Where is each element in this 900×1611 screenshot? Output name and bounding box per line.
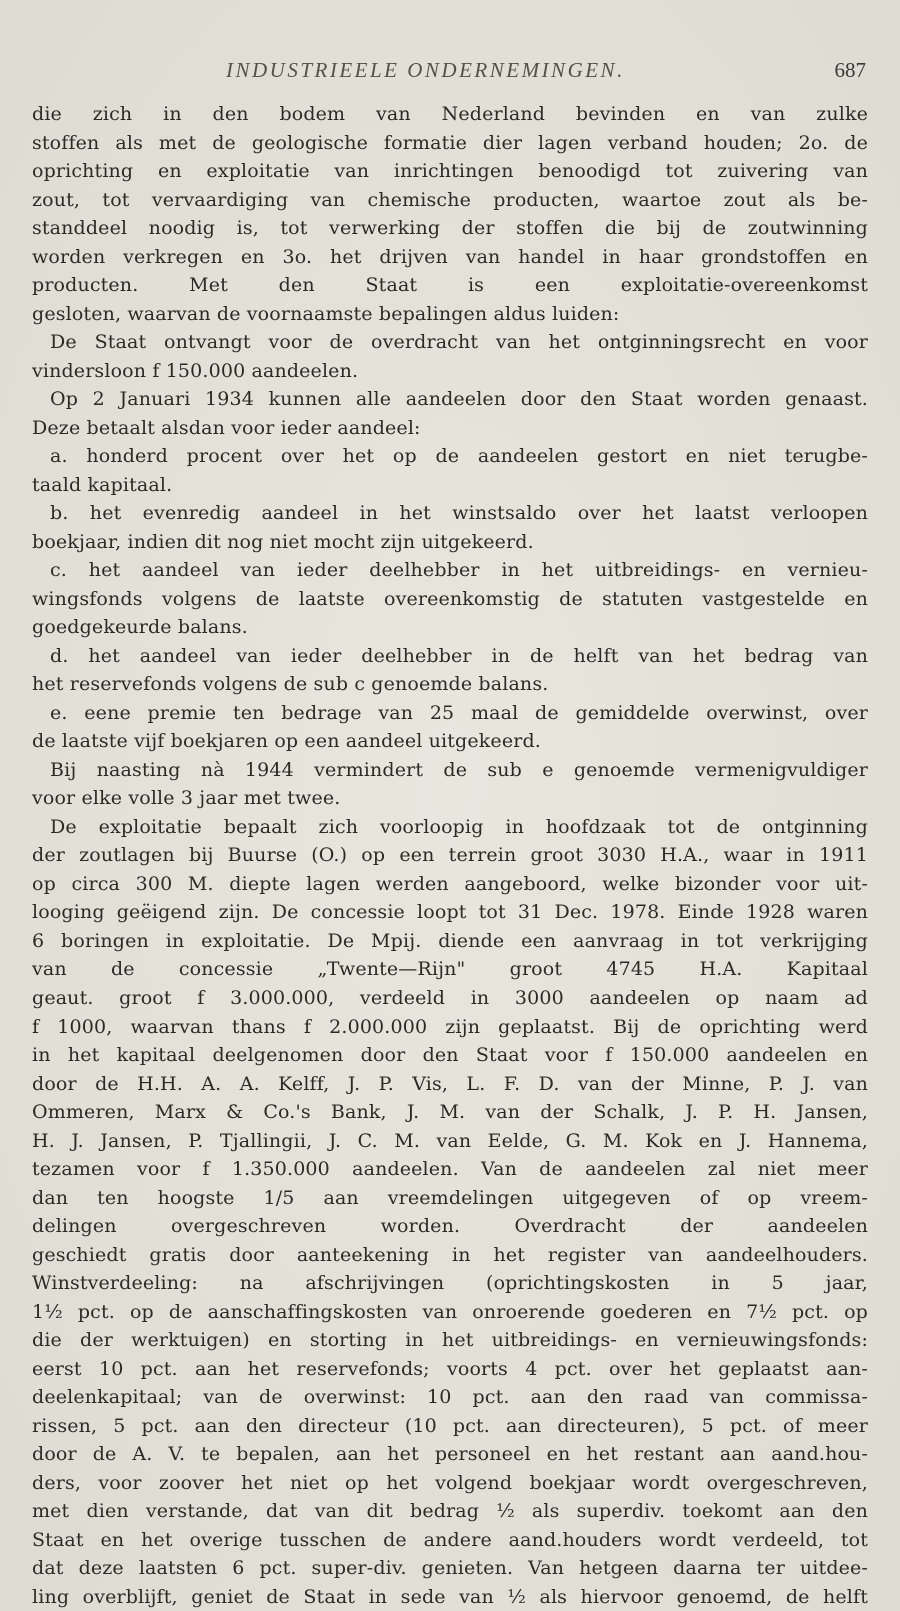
text-line: geaut. groot f 3.000.000, verdeeld in 3000 aandeelen op naam ad: [32, 986, 868, 1009]
text-line: van de concessie „Twente—Rijn" groot 4745 H.A. Kapitaal: [32, 958, 868, 981]
body-text: [32, 100, 868, 1611]
text-line: H. J. Jansen, P. Tjallingii, J. C. M. van Eelde, G. M. Kok en J. Hannema,: [32, 1129, 868, 1152]
text-line: rissen, 5 pct. aan den directeur (10 pct. aan directeuren), 5 pct. of meer: [32, 1414, 868, 1437]
list-item-a: a. honderd procent over het op de aandeelen gestort en niet terugbe-: [50, 445, 868, 468]
text-line: producten. Met den Staat is een exploitatie-overeenkomst: [32, 274, 868, 297]
text-line: De Staat ontvangt voor de overdracht van het ontginningsrecht en voor: [50, 331, 868, 354]
text-line: op circa 300 M. diepte lagen werden aangeboord, welke bizonder voor uit-: [32, 872, 868, 895]
text-line: boekjaar, indien dit nog niet mocht zijn uitgekeerd.: [32, 530, 534, 553]
list-item-b: b. het evenredig aandeel in het winstsaldo over het laatst verloopen: [50, 502, 868, 525]
text-line: Staat en het overige tusschen de andere aand.houders wordt verdeeld, tot: [32, 1528, 868, 1551]
text-line: dan ten hoogste 1/5 aan vreemdelingen uitgegeven of op vreem-: [32, 1186, 868, 1209]
text-line: dat deze laatsten 6 pct. super-div. genieten. Van hetgeen daarna ter uitdee-: [32, 1557, 868, 1580]
text-line: de laatste vijf boekjaren op een aandeel uitgekeerd.: [32, 730, 541, 753]
text-line: met dien verstande, dat van dit bedrag ½ als superdiv. toekomt aan den: [32, 1500, 868, 1523]
text-line: der zoutlagen bij Buurse (O.) op een terrein groot 3030 H.A., waar in 1911: [32, 844, 868, 867]
text-line: Ommeren, Marx & Co.'s Bank, J. M. van der Schalk, J. P. H. Jansen,: [32, 1101, 868, 1124]
text-line: deelenkapitaal; van de overwinst: 10 pct. aan den raad van commissa-: [32, 1386, 868, 1409]
text-line: Deze betaalt alsdan voor ieder aandeel:: [32, 416, 421, 439]
text-line: f 1000, waarvan thans f 2.000.000 zijn geplaatst. Bij de oprichting werd: [32, 1015, 868, 1038]
text-line: ling overblijft, geniet de Staat in sede van ½ als hiervoor genoemd, de helft: [32, 1585, 868, 1608]
text-line: door de H.H. A. A. Kelff, J. P. Vis, L. F. D. van der Minne, P. J. van: [32, 1072, 868, 1095]
text-line: in het kapitaal deelgenomen door den Staat voor f 150.000 aandeelen en: [32, 1044, 868, 1067]
list-item-d: d. het aandeel van ieder deelhebber in de helft van het bedrag van: [50, 644, 868, 667]
text-line: goedgekeurde balans.: [32, 616, 248, 639]
text-line: gesloten, waarvan de voornaamste bepalingen aldus luiden:: [32, 302, 620, 325]
text-line: Bij naasting nà 1944 vermindert de sub e genoemde vermenigvuldiger: [50, 758, 868, 781]
text-line: vindersloon f 150.000 aandeelen.: [32, 359, 359, 382]
text-line: wingsfonds volgens de laatste overeenkomstig de statuten vastgestelde en: [32, 587, 868, 610]
text-line: De exploitatie bepaalt zich voorloopig in hoofdzaak tot de ontginning: [50, 815, 868, 838]
list-item-e: e. eene premie ten bedrage van 25 maal de gemiddelde overwinst, over: [50, 701, 868, 724]
text-line: ders, voor zoover het niet op het volgend boekjaar wordt overgeschreven,: [32, 1471, 868, 1494]
page-header: [0, 58, 900, 88]
text-line: geschiedt gratis door aanteekening in het register van aandeelhouders.: [32, 1243, 868, 1266]
text-line: die zich in den bodem van Nederland bevinden en van zulke: [32, 103, 868, 125]
text-line: 1½ pct. op de aanschaffingskosten van onroerende goederen en 7½ pct. op: [32, 1300, 868, 1323]
text-line: door de A. V. te bepalen, aan het personeel en het restant aan aand.hou-: [32, 1443, 868, 1466]
text-line: taald kapitaal.: [32, 473, 173, 496]
text-line: tezamen voor f 1.350.000 aandeelen. Van de aandeelen zal niet meer: [32, 1158, 868, 1181]
text-line: het reservefonds volgens de sub c genoemde balans.: [32, 673, 549, 696]
text-line: Winstverdeeling: na afschrijvingen (oprichtingskosten in 5 jaar,: [32, 1272, 868, 1295]
text-line: die der werktuigen) en storting in het uitbreidings- en vernieuwingsfonds:: [32, 1329, 868, 1352]
text-line: oprichting en exploitatie van inrichtingen benoodigd tot zuivering van: [32, 160, 868, 183]
text-line: eerst 10 pct. aan het reservefonds; voorts 4 pct. over het geplaatst aan-: [32, 1357, 868, 1380]
text-line: zout, tot vervaardiging van chemische producten, waartoe zout als be-: [32, 188, 868, 211]
text-line: worden verkregen en 3o. het drijven van handel in haar grondstoffen en: [32, 245, 868, 268]
text-line: looging geëigend zijn. De concessie loopt tot 31 Dec. 1978. Einde 1928 waren: [32, 901, 868, 924]
running-head: INDUSTRIEELE ONDERNEMINGEN.: [226, 58, 625, 82]
list-item-c: c. het aandeel van ieder deelhebber in het uitbreidings- en vernieu-: [50, 559, 868, 582]
page-number: 687: [834, 58, 866, 82]
text-line: voor elke volle 3 jaar met twee.: [32, 787, 341, 810]
text-line: 6 boringen in exploitatie. De Mpij. diende een aanvraag in tot verkrijging: [32, 929, 868, 952]
text-line: Op 2 Januari 1934 kunnen alle aandeelen door den Staat worden genaast.: [50, 388, 868, 411]
text-line: stoffen als met de geologische formatie dier lagen verband houden; 2o. de: [32, 131, 868, 154]
text-line: standdeel noodig is, tot verwerking der stoffen die bij de zoutwinning: [32, 217, 868, 240]
text-line: delingen overgeschreven worden. Overdracht der aandeelen: [32, 1215, 868, 1238]
